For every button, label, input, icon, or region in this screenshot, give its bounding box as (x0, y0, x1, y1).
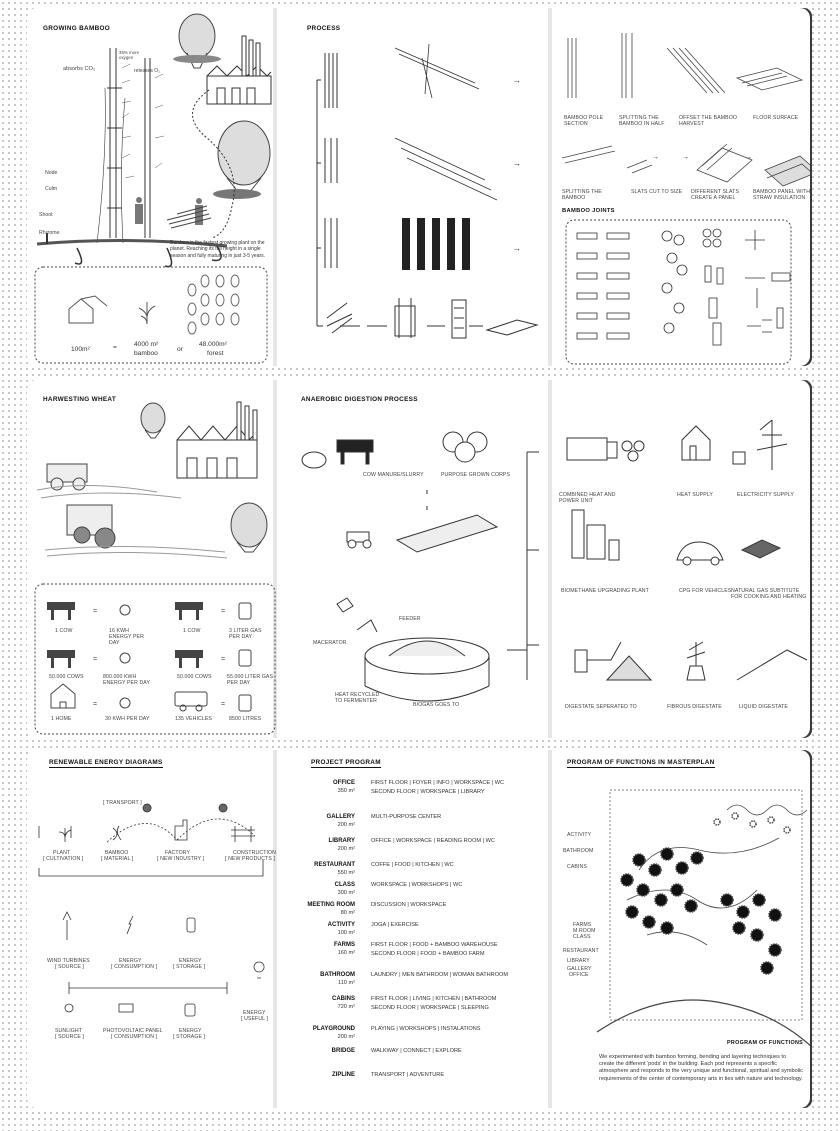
masterplan-pod (769, 944, 781, 956)
program-row (275, 1072, 535, 1096)
svg-text:=: = (221, 656, 226, 663)
process-step-6: SLATS CUT TO SIZE (631, 189, 683, 195)
shoot-label: Shoot (39, 212, 53, 218)
process-step-3: OFFSET THE BAMBOO HARVEST (679, 115, 738, 127)
process-step-8: BAMBOO PANEL WITH STRAW INSULATION (753, 189, 810, 201)
svg-text:→: → (513, 159, 521, 168)
releases-o2-label: releases O₂ (134, 68, 161, 74)
masterplan-pod (733, 922, 745, 934)
program-row (275, 1026, 535, 1050)
energy-consumption-sub: [ CONSUMPTION ] (111, 964, 158, 970)
masterplan-pod (769, 909, 781, 921)
mp-label-library: LIBRARY (567, 958, 590, 964)
program-row (275, 996, 535, 1020)
transport-label: [ TRANSPORT ] (103, 800, 142, 806)
natural-gas-label: NATURAL GAS SUBTITUTE FOR COOKING AND HEATING (731, 588, 807, 600)
electricity-label: ELECTRICITY SUPPLY (737, 492, 794, 498)
program-row-detail: JOGA | EXERCISE (371, 922, 419, 928)
cpg-label: CPG FOR VEHICLES (679, 588, 732, 594)
factory-sub: [ NEW INDUSTRY ] (157, 856, 205, 862)
mp-label-activity: ACTIVITY (567, 832, 592, 838)
bamboo-description: Bamboo is the fastest growing plant on the planet. Reaching its full height in a single season and fully maturing in just 3-5 years. (170, 240, 266, 259)
mp-label-gallery: GALLERY (567, 966, 592, 972)
svg-text:→: → (682, 154, 689, 161)
program-row-detail: FIRST FLOOR | FOOD + BAMBOO WAREHOUSE (371, 942, 498, 948)
pv-label: PHOTOVOLTAIC PANEL (103, 1028, 163, 1034)
program-row-name: GALLERY (326, 814, 355, 820)
wheat-row2-d: 55.000 LITER GAS PER DAY (227, 674, 274, 686)
program-row (275, 814, 535, 838)
program-row-name: OFFICE (333, 780, 355, 786)
program-row (275, 780, 535, 804)
program-row-area: 100 m² (337, 930, 355, 936)
energy-storage-sub-2: [ STORAGE ] (173, 1034, 206, 1040)
program-row-detail: WORKSPACE | WORKSHOPS | WC (371, 882, 463, 888)
program-row-name: RESTAURANT (314, 862, 355, 868)
wheat-row1-b: 16 KWH ENERGY PER DAY (109, 628, 144, 646)
construction-sub: [ NEW PRODUCTS ] (225, 856, 276, 862)
svg-text:→: → (513, 76, 521, 85)
program-row-name: MEETING ROOM (307, 902, 355, 908)
panel-program (27, 750, 810, 1108)
panel1-drawings (27, 8, 810, 366)
rhizome-label: Rhizome (39, 230, 60, 236)
masterplan-pod (751, 929, 763, 941)
masterplan-pod (753, 894, 765, 906)
absorbs-co2-label: absorbs CO₂ (63, 66, 96, 72)
bamboo-sub: [ MATERIAL ] (101, 856, 134, 862)
compare-eq-1: = (113, 344, 117, 351)
program-row-area: 350 m² (337, 788, 355, 794)
svg-text:→: → (652, 154, 659, 161)
manure-label: COW MANURE/SLURRY (363, 472, 424, 478)
feeder-label: FEEDER (399, 616, 421, 622)
program-row (275, 972, 535, 996)
compare-bamboo-area: 4000 m² (134, 341, 159, 348)
compare-area: 100m² (71, 346, 90, 353)
heat-recycled-label: HEAT RECYCLED TO FERMENTER (335, 692, 380, 704)
plant-sub: [ CULTIVATION ] (43, 856, 84, 862)
renewable-title: RENEWABLE ENERGY DIAGRAMS (49, 759, 163, 766)
process-title: PROCESS (307, 25, 341, 32)
masterplan-pod (784, 827, 790, 833)
bamboo-joints-title: BAMBOO JOINTS (562, 208, 615, 214)
crops-label: PURPOSE GROWN CORPS (441, 472, 511, 478)
program-row (275, 1048, 535, 1072)
masterplan-pod (637, 884, 649, 896)
masterplan-pod (721, 894, 733, 906)
compare-bamboo-label: bamboo (134, 350, 158, 357)
masterplan-pod (633, 854, 645, 866)
masterplan-pod (737, 906, 749, 918)
harvesting-wheat-title: HARWESTING WHEAT (43, 396, 117, 403)
process-step-2: SPLITTING THE BAMBOO IN HALF (619, 115, 665, 127)
wind-sub: [ SOURCE ] (55, 964, 84, 970)
svg-text:→: → (513, 244, 521, 253)
masterplan-title: PROGRAM OF FUNCTIONS IN MASTERPLAN (567, 759, 715, 766)
wheat-row3-c: 135 VEHICLES (175, 716, 212, 722)
masterplan-pod (655, 894, 667, 906)
wheat-row1-d: 3 LITER GAS PER DAY (229, 628, 262, 640)
svg-text:=: = (93, 701, 98, 708)
energy-consumption-label: ENERGY (119, 958, 142, 964)
program-row-detail: DISCUSSION | WORKSPACE (371, 902, 447, 908)
wheat-row3-d: 8500 LITRES (229, 716, 262, 722)
masterplan-pod (685, 900, 697, 912)
heat-supply-label: HEAT SUPPLY (677, 492, 713, 498)
plant-label: PLANT (53, 850, 71, 856)
masterplan-pod (661, 922, 673, 934)
masterplan-pod (714, 819, 720, 825)
compare-or: or (177, 346, 183, 353)
program-row-detail: FIRST FLOOR | LIVING | KITCHEN | BATHROOM (371, 996, 497, 1002)
masterplan-caption: PROGRAM OF FUNCTIONS (727, 1040, 804, 1046)
program-row-detail: LAUNDRY | MEN BATHROOM | WOMAN BATHROOM (371, 972, 509, 978)
program-row-name: CLASS (334, 882, 355, 888)
svg-text:=: = (93, 656, 98, 663)
program-row-name: BRIDGE (331, 1048, 355, 1054)
sunlight-sub: [ SOURCE ] (55, 1034, 84, 1040)
masterplan-pod (761, 962, 773, 974)
svg-text:=: = (221, 608, 226, 615)
mp-label-cabins: CABINS (567, 864, 587, 870)
mp-label-class: CLASS (573, 934, 591, 940)
masterplan-pod (643, 916, 655, 928)
energy-useful-sub: [ USEFUL ] (241, 1016, 269, 1022)
program-row-detail: OFFICE | WORKSPACE | READING ROOM | WC (371, 838, 495, 844)
digestate-label: DIGESTATE SEPERATED TO (565, 704, 637, 710)
compare-forest-label: forest (207, 350, 224, 357)
construction-label: CONSTRUCTION (233, 850, 276, 856)
wheat-row2-b: 800.000 KWH ENERGY PER DAY (103, 674, 151, 686)
growing-bamboo-title: GROWING BAMBOO (43, 25, 111, 32)
panel-digestion (27, 380, 810, 738)
masterplan-pod (768, 817, 774, 823)
mp-label-mroom: M.ROOM (573, 928, 596, 934)
program-row-area: 160 m² (337, 950, 355, 956)
program-row-area: 200 m² (337, 822, 355, 828)
program-row-detail: SECOND FLOOR | FOOD + BAMBOO FARM (371, 951, 485, 957)
program-row-name: CABINS (331, 996, 355, 1002)
panel-bamboo (27, 8, 810, 366)
digestion-title: ANAEROBIC DIGESTION PROCESS (301, 396, 418, 403)
program-row-detail: WALKWAY | CONNECT | EXPLORE (371, 1048, 462, 1054)
masterplan-pod (732, 813, 738, 819)
program-row-detail: PLAYING | WORKSHOPS | INSTALATIONS (371, 1026, 481, 1032)
wheat-row2-c: 50.000 COWS (177, 674, 212, 680)
masterplan-pod (621, 874, 633, 886)
masterplan-pod (626, 906, 638, 918)
program-row-detail: MULTI-PURPOSE CENTER (371, 814, 442, 820)
process-step-1: BAMBOO POLE SECTION (564, 115, 604, 127)
fibrous-label: FIBROUS DIGESTATE (667, 704, 722, 710)
biogas-label: BIOGAS GOES TO (413, 702, 460, 708)
program-row-detail: SECOND FLOOR | WORKSPACE | SLEEPING (371, 1005, 489, 1011)
node-label: Node (45, 170, 58, 176)
masterplan-pod (750, 821, 756, 827)
wheat-row1-a: 1 COW (55, 628, 73, 634)
bamboo-joints-drawings (577, 229, 790, 345)
program-title: PROJECT PROGRAM (311, 759, 381, 766)
svg-text:=: = (93, 608, 98, 615)
program-row-area: 550 m² (337, 870, 355, 876)
mp-label-farms: FARMS (573, 922, 592, 928)
program-row-name: PLAYGROUND (312, 1026, 355, 1032)
mp-label-office: OFFICE (569, 972, 589, 978)
wheat-row3-b: 30 KWH PER DAY (105, 716, 150, 722)
culm-label: Culm (45, 186, 58, 192)
wheat-row2-a: 50.000 COWS (49, 674, 84, 680)
program-row-name: ACTIVITY (327, 922, 355, 928)
program-row-area: 110 m² (338, 980, 355, 986)
program-row-detail: SECOND FLOOR | WORKSPACE | LIBRARY (371, 789, 485, 795)
masterplan-pod (671, 884, 683, 896)
program-list (275, 780, 550, 1105)
program-row-area: 720 m² (337, 1004, 355, 1010)
program-row-area: 300 m² (337, 890, 355, 896)
program-row-detail: FIRST FLOOR | FOYER | INFO | WORKSPACE | WC (371, 780, 505, 786)
program-row-detail: COFFE | FOOD | KITCHEN | WC (371, 862, 454, 868)
masterplan-pods (621, 813, 790, 974)
chp-label: COMBINED HEAT AND POWER UNIT (559, 492, 616, 504)
program-row-detail: TRANSPORT | ADVENTURE (371, 1072, 445, 1078)
process-step-4: FLOOR SURFACE (753, 115, 799, 121)
pv-sub: [ CONSUMPTION ] (111, 1034, 158, 1040)
masterplan-pod (649, 864, 661, 876)
macerator-label: MACERATOR (313, 640, 347, 646)
mp-label-restaurant: RESTAURANT (563, 948, 599, 954)
process-step-7: DIFFERENT SLATS CREATE A PANEL (691, 189, 740, 201)
wind-label: WIND TURBINES (47, 958, 90, 964)
process-step-5: SPLITTING THE BAMBOO (562, 189, 602, 201)
bamboo-label: BAMBOO (105, 850, 129, 856)
program-row-area: 80 m² (340, 910, 355, 916)
energy-storage-label-1: ENERGY (179, 958, 202, 964)
masterplan-description: We experimented with bamboo forming, bending and layering techniques to create the different 'pods' in the building. Each pod represents a specific atmosphere and responds to the very unique and functional, spiritual and symbolic requirements of the center of contemporary arts in ties with nature and technology. (599, 1054, 803, 1082)
upgrading-label: BIOMETHANE UPGRADING PLANT (561, 588, 649, 594)
compare-forest-area: 48.000m² (199, 341, 227, 348)
liquid-label: LIQUID DIGESTATE (739, 704, 788, 710)
sunlight-label: SUNLIGHT (55, 1028, 83, 1034)
wheat-row1-c: 1 COW (183, 628, 201, 634)
energy-storage-sub-1: [ STORAGE ] (173, 964, 206, 970)
mp-label-bathroom: BATHROOM (563, 848, 594, 854)
svg-text:=: = (221, 701, 226, 708)
svg-text:→: → (745, 154, 752, 161)
oxygen-label: 35% more oxygen (119, 50, 140, 60)
masterplan-pod (661, 848, 673, 860)
masterplan-pod (691, 852, 703, 864)
program-row (275, 838, 535, 862)
program-row-area: 200 m² (337, 846, 355, 852)
program-row-area: 200 m² (337, 1034, 355, 1040)
energy-useful-label: ENERGY (243, 1010, 266, 1016)
factory-label: FACTORY (165, 850, 191, 856)
energy-storage-label-2: ENERGY (179, 1028, 202, 1034)
program-row (275, 942, 535, 966)
program-row-name: LIBRARY (328, 838, 355, 844)
masterplan-pod (676, 862, 688, 874)
program-row-name: BATHROOM (320, 972, 355, 978)
wheat-row3-a: 1 HOME (51, 716, 72, 722)
program-row-name: ZIPLINE (331, 1072, 355, 1078)
program-row-name: FARMS (334, 942, 355, 948)
